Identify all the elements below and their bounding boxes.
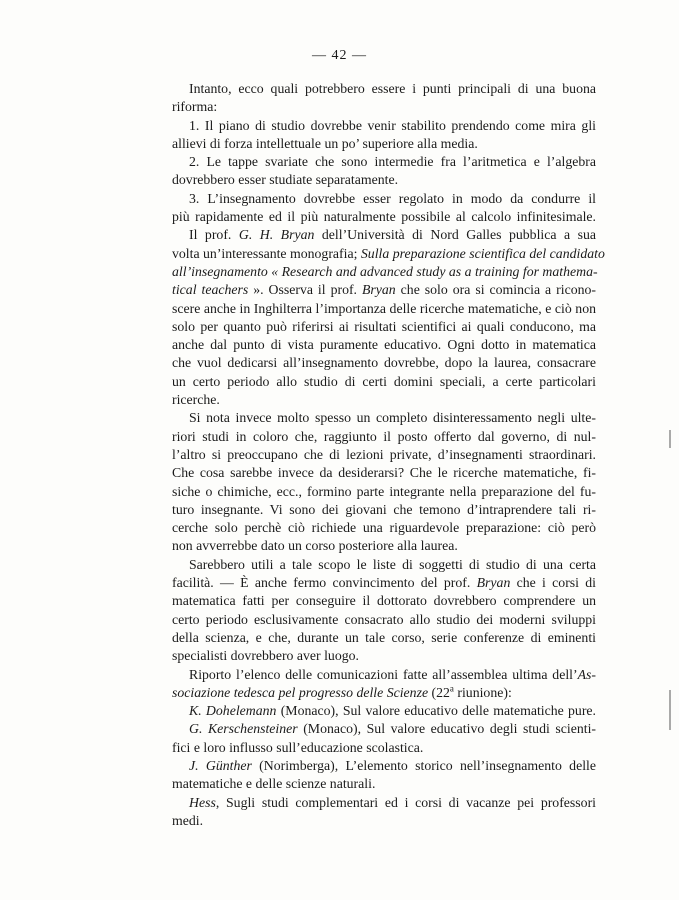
text-run: riori studi in coloro che, raggiunto il posto offerto dal governo, di nul- bbox=[172, 428, 596, 444]
text-run: medi. bbox=[172, 812, 204, 828]
text-line bbox=[172, 501, 596, 519]
text-line bbox=[172, 245, 605, 263]
text-run: non avverrebbe dato un corso posteriore alla laurea. bbox=[172, 538, 458, 554]
text-line bbox=[172, 135, 596, 153]
italic-run: all’insegnamento « Research and advanced study as a training for mathema- bbox=[172, 263, 598, 279]
text-line bbox=[172, 483, 596, 501]
text-line bbox=[172, 611, 596, 629]
text-run: che solo ora si comincia a ricono- bbox=[395, 282, 596, 298]
text-line bbox=[172, 446, 596, 464]
text-line bbox=[172, 629, 596, 647]
text-line bbox=[172, 702, 596, 720]
italic-run: sociazione tedesca pel progresso delle Scienze bbox=[172, 684, 429, 700]
text-run: , Sugli studi complementari ed i corsi di vacanze pei professori bbox=[215, 794, 596, 810]
text-run: fici e loro influsso sull’educazione scolastica. bbox=[172, 739, 424, 755]
italic-run: G. H. Bryan bbox=[238, 227, 315, 243]
text-run: un certo periodo allo studio di certi domini speciali, a certe particolari bbox=[172, 373, 596, 389]
italic-run: Bryan bbox=[361, 282, 396, 298]
text-line bbox=[172, 226, 596, 244]
italic-run: Hess bbox=[189, 794, 216, 810]
text-run: (Monaco), Sul valore educativo degli studi scienti- bbox=[297, 721, 596, 737]
italic-run: Sulla preparazione scientifica del candidato bbox=[360, 245, 605, 261]
italic-run: K. Dohelemann bbox=[189, 703, 277, 719]
text-line bbox=[172, 336, 596, 354]
text-line bbox=[172, 263, 596, 281]
text-line bbox=[172, 190, 596, 208]
text-line bbox=[172, 354, 596, 372]
text-line bbox=[172, 666, 596, 684]
italic-run: J. Günther bbox=[189, 757, 252, 773]
text-run: Riporto l’elenco delle comunicazioni fatte all’assemblea ultima dell’ bbox=[189, 666, 578, 682]
text-line bbox=[172, 428, 596, 446]
text-run: ricerche. bbox=[172, 392, 220, 408]
text-run: l’altro si preoccupano che di lezioni private, d’insegnamenti straordinari. bbox=[172, 446, 596, 462]
text-run: Il prof. bbox=[189, 227, 239, 243]
text-line bbox=[172, 171, 596, 189]
text-run: facilità. — È anche fermo convincimento del prof. bbox=[172, 575, 477, 591]
text-line bbox=[172, 391, 596, 409]
text-line bbox=[172, 409, 596, 427]
text-line bbox=[172, 775, 596, 793]
text-run: (22 bbox=[428, 684, 450, 700]
italic-run: As- bbox=[577, 666, 596, 682]
text-run: dell’Università di Nord Galles pubblica a sua bbox=[314, 227, 596, 243]
text-line bbox=[172, 318, 596, 336]
text-run: Sarebbero utili a tale scopo le liste di soggetti di studio di una certa bbox=[189, 556, 596, 572]
text-run: dovrebbero esser studiate separatamente. bbox=[172, 172, 399, 188]
text-run: più rapidamente ed il più naturalmente possibile al calcolo infinitesimale. bbox=[172, 209, 596, 225]
scan-edge-mark bbox=[669, 690, 671, 730]
text-line bbox=[172, 300, 596, 318]
text-run: cerche solo perchè ciò richiede una riguardevole preparazione: ciò però bbox=[172, 520, 596, 536]
text-line bbox=[172, 556, 596, 574]
page-number: — 42 — bbox=[312, 48, 367, 63]
text-run: matematica fatti per conseguire il dottorato dovrebbero comprendere un bbox=[172, 593, 596, 609]
text-line bbox=[172, 519, 596, 537]
text-run: siche o chimiche, ecc., formino parte integrante nella preparazione del fu- bbox=[172, 483, 596, 499]
text-line bbox=[172, 647, 596, 665]
text-line bbox=[172, 281, 596, 299]
text-run: Intanto, ecco quali potrebbero essere i punti principali di una buona bbox=[189, 81, 596, 96]
text-run: 2. Le tappe svariate che sono intermedie fra l’aritmetica e l’algebra bbox=[189, 154, 596, 170]
text-run: Che cosa sarebbe invece da desiderarsi? Che le ricerche matematiche, fi- bbox=[172, 465, 596, 481]
scan-edge-mark bbox=[669, 430, 671, 448]
text-line bbox=[172, 812, 596, 830]
text-run: anche dal punto di vista puramente educativo. Ogni dotto in matematica bbox=[172, 337, 596, 353]
text-run: allievi di forza intellettuale un po’ superiore alla media. bbox=[172, 135, 478, 151]
text-line bbox=[172, 794, 596, 812]
text-line bbox=[172, 757, 596, 775]
text-run: che vuol dedicarsi all’insegnamento dovrebbe, dopo la laurea, consacrare bbox=[172, 355, 596, 371]
text-line bbox=[172, 592, 596, 610]
text-run: della scienza, e che, durante un tale corso, serie conferenze di eminenti bbox=[172, 629, 596, 645]
text-run: Si nota invece molto spesso un completo disinteressamento negli ulte- bbox=[189, 410, 596, 426]
text-line bbox=[172, 80, 596, 98]
italic-run: tical teachers bbox=[172, 282, 249, 298]
text-line bbox=[172, 373, 596, 391]
text-line bbox=[172, 684, 596, 702]
italic-run: Bryan bbox=[476, 575, 511, 591]
text-run: volta un’interessante monografia; bbox=[172, 245, 361, 261]
text-line bbox=[172, 208, 596, 226]
body-text bbox=[172, 80, 605, 830]
text-line bbox=[172, 537, 596, 555]
text-run: (Norimberga), L’elemento storico nell’insegnamento delle bbox=[251, 757, 596, 773]
text-line bbox=[172, 153, 596, 171]
text-run: certo periodo esclusivamente consacrato allo studio dei moderni sviluppi bbox=[172, 611, 596, 627]
text-run: riunione): bbox=[453, 684, 512, 700]
text-run: scere anche in Inghilterra l’importanza delle ricerche matematiche, e ciò non bbox=[172, 300, 596, 316]
text-run: 1. Il piano di studio dovrebbe venir stabilito prendendo come mira gli bbox=[189, 117, 596, 133]
text-line bbox=[172, 739, 596, 757]
text-line bbox=[172, 720, 596, 738]
text-run: ». Osserva il prof. bbox=[248, 282, 362, 298]
text-run: che i corsi di bbox=[510, 575, 596, 591]
italic-run: G. Kerschensteiner bbox=[189, 721, 298, 737]
text-run: riforma: bbox=[172, 99, 218, 115]
text-line bbox=[172, 574, 596, 592]
text-run: (Monaco), Sul valore educativo delle matematiche pure. bbox=[276, 703, 596, 719]
superscript: a bbox=[449, 683, 454, 694]
text-run: solo per quanto può riferirsi ai risultati scientifici ai quali conducono, ma bbox=[172, 318, 596, 334]
text-line bbox=[172, 464, 596, 482]
text-line bbox=[172, 98, 596, 116]
text-run: 3. L’insegnamento dovrebbe esser regolato in modo da condurre il bbox=[189, 190, 596, 206]
text-run: specialisti dovrebbero aver luogo. bbox=[172, 648, 359, 664]
text-run: matematiche e delle scienze naturali. bbox=[172, 776, 376, 792]
text-line bbox=[172, 117, 596, 135]
text-run: turo insegnante. Vi sono dei giovani che temono d’intraprendere tali ri- bbox=[172, 501, 596, 517]
